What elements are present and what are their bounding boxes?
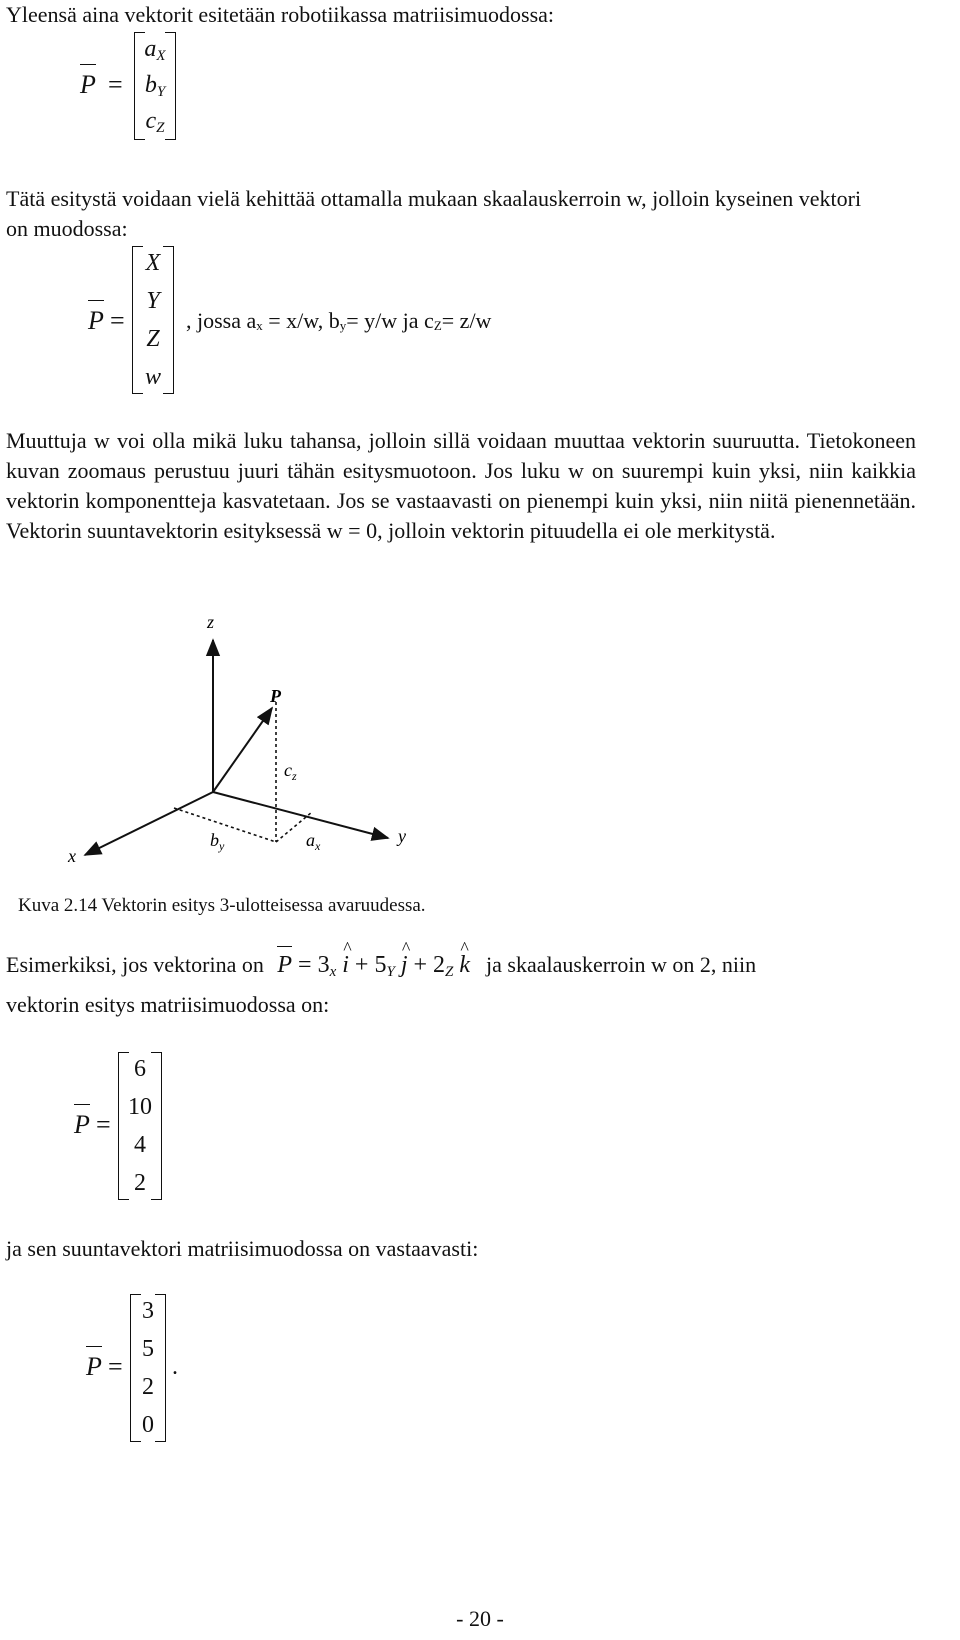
- figure-caption: Kuva 2.14 Vektorin esitys 3-ulotteisessa avaruudessa.: [18, 895, 426, 916]
- matrix-3x1: [134, 32, 176, 140]
- trailing-period: .: [172, 1354, 178, 1380]
- matrix-entry: $c_Z$: [145, 108, 165, 136]
- vector-symbol: P: [88, 306, 104, 335]
- paragraph-intro: Yleensä aina vektorit esitetään robotiikassa matriisimuodossa:: [6, 2, 555, 27]
- label-z: z: [207, 612, 215, 632]
- matrix-entry: 5: [142, 1336, 154, 1362]
- figure-3d-vector: [50, 610, 530, 900]
- matrix-4x1: [132, 246, 174, 394]
- matrix-entry: $a_X$: [144, 36, 166, 64]
- label-by: $b_y$: [210, 830, 225, 853]
- matrix-entry: 3: [142, 1298, 154, 1324]
- vector-symbol: P: [74, 1110, 90, 1139]
- vector-p: [213, 708, 272, 792]
- label-x: x: [68, 846, 76, 866]
- matrix-4x1: [118, 1052, 162, 1200]
- page-number: - 20 -: [456, 1606, 504, 1631]
- matrix-4x1: [130, 1294, 166, 1442]
- projection-by: [174, 808, 276, 842]
- paragraph-direction-vector: ja sen suuntavektori matriisimuodossa on vastaavasti:: [6, 1236, 479, 1261]
- x-axis: [85, 792, 213, 855]
- matrix-entry: X: [145, 250, 161, 276]
- label-p: P: [270, 686, 281, 706]
- equation-note: , jossa ax = x/w, by= y/w ja cZ= z/w: [186, 308, 492, 333]
- matrix-entry: 2: [142, 1374, 154, 1400]
- vector-symbol: P: [80, 70, 96, 99]
- equals-sign: =: [96, 1110, 111, 1139]
- matrix-entry: Z: [146, 326, 160, 352]
- paragraph-example-line2: vektorin esitys matriisimuodossa on:: [6, 992, 330, 1017]
- matrix-entry: $b_Y$: [144, 72, 166, 100]
- matrix-entry: w: [144, 364, 161, 390]
- equals-sign: =: [108, 1352, 123, 1381]
- equals-sign: =: [110, 306, 125, 335]
- matrix-entry: 6: [134, 1056, 146, 1082]
- label-y: y: [398, 826, 406, 846]
- equals-sign: =: [108, 70, 123, 99]
- label-ax: $a_x$: [306, 830, 321, 853]
- paragraph-scaling: Tätä esitystä voidaan vielä kehittää ottamalla mukaan skaalauskerroin w, jolloin kyseinen vektori on muodossa:: [6, 186, 862, 241]
- matrix-entry: 10: [128, 1094, 152, 1120]
- label-cz: $c_z$: [284, 760, 297, 783]
- inline-equation: $P = 3_x$ i ^ + $5_Y$ j ^ + $2_Z$ k ^: [277, 952, 476, 978]
- matrix-entry: Y: [146, 288, 160, 314]
- matrix-entry: 0: [142, 1412, 154, 1438]
- paragraph-explanation: Muuttuja w voi olla mikä luku tahansa, jolloin sillä voidaan muuttaa vektorin suuruutta. Tietokoneen kuvan zoomaus perustuu juuri tähän esitysmuotoon. Jos luku w on suurempi kuin yksi, niin kaikkia vektorin komponentteja kasvatetaan. Jos se vastaavasti on pienempi kuin yksi, niin niitä pienennetään. Vektorin suuntavektorin esityksessä w = 0, jolloin vektorin pituudella ei ole merkitystä.: [6, 428, 916, 543]
- paragraph-example: Esimerkiksi, jos vektorina on $P = 3_x$ i ^ + $5_Y$ j ^ + $2_Z$ k ^ ja skaalauskerroin w on 2, niin: [6, 952, 946, 981]
- matrix-entry: 4: [134, 1132, 146, 1158]
- matrix-entry: 2: [134, 1170, 146, 1196]
- vector-symbol: P: [86, 1352, 102, 1381]
- y-axis: [213, 792, 388, 838]
